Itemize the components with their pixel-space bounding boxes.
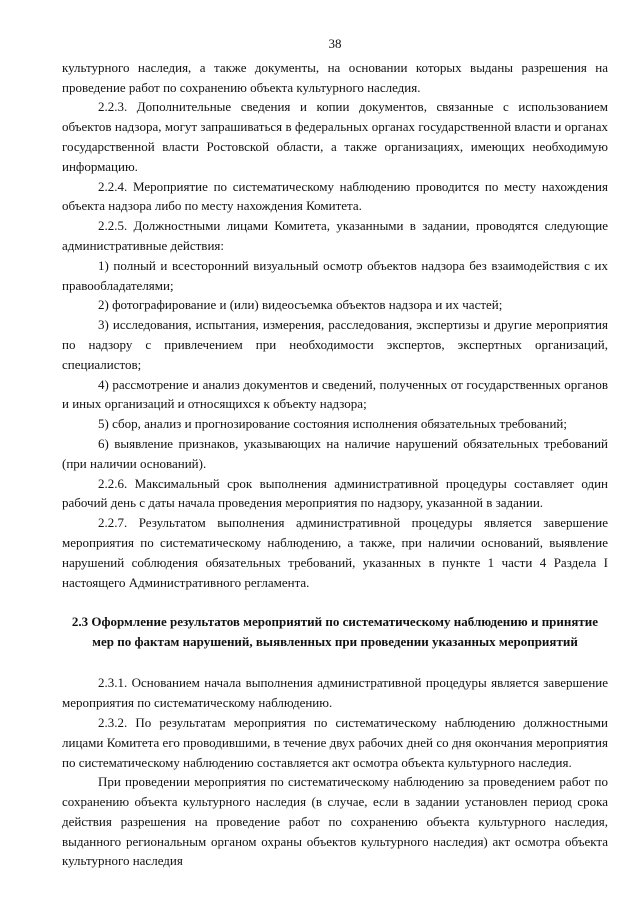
paragraph-2-2-5: 2.2.5. Должностными лицами Комитета, указанными в задании, проводятся следующие административные действия: xyxy=(62,218,608,253)
paragraph-inspection-act: При проведении мероприятия по систематическому наблюдению за проведением работ по сохранению объекта культурного наследия (в случае, если в задании установлен период срока действия разрешения на проведение работ по сохранению объекта культурного наследия, выданного региональным органом охраны объектов культурного наследия) акт осмотра объекта культурного наследия xyxy=(62,774,608,869)
page-number: 38 xyxy=(328,36,342,51)
list-item-5: 5) сбор, анализ и прогнозирование состояния исполнения обязательных требований; xyxy=(98,416,567,432)
paragraph-2-2-7: 2.2.7. Результатом выполнения административной процедуры является завершение мероприятия по систематическому наблюдению, а также, при наличии оснований, выявление нарушений соблюдения обязательных требований, указанных в пункте 1 части 4 Раздела I настоящего Административного регламента. xyxy=(62,515,608,590)
paragraph-continuation: культурного наследия, а также документы, на основании которых выданы разрешения на проведение работ по сохранению объекта культурного наследия. xyxy=(62,59,608,95)
paragraph-2-2-6: 2.2.6. Максимальный срок выполнения административной процедуры составляет один рабочий день с даты начала проведения мероприятия по надзору, указанной в задании. xyxy=(62,475,608,511)
document-page xyxy=(62,34,608,871)
list-item-1: 1) полный и всесторонний визуальный осмотр объектов надзора без взаимодействия с их правообладателями; xyxy=(62,257,608,293)
paragraph-2-3-2: 2.3.2. По результатам мероприятия по систематическому наблюдению должностными лицами Комитета его проводившими, в течение двух рабочих дней со дня окончания мероприятия по систематическому наблюдению составляется акт осмотра объекта культурного наследия. xyxy=(62,714,608,770)
paragraph-2-2-3: 2.2.3. Дополнительные сведения и копии документов, связанные с использованием объектов надзора, могут запрашиваться в федеральных органах государственной власти и органах государственной власти Ростовской области, а также организациях, имеющих необходимую информацию. xyxy=(62,99,608,174)
list-item-3: 3) исследования, испытания, измерения, расследования, экспертизы и другие мероприятия по надзору с привлечением при необходимости экспертов, экспертных организаций, специалистов; xyxy=(62,317,608,372)
list-item-2: 2) фотографирование и (или) видеосъемка объектов надзора и их частей; xyxy=(98,297,503,313)
paragraph-2-2-4: 2.2.4. Мероприятие по систематическому наблюдению проводится по месту нахождения объекта надзора либо по месту нахождения Комитета. xyxy=(62,178,608,214)
paragraph-2-3-1: 2.3.1. Основанием начала выполнения административной процедуры является завершение мероприятия по систематическому наблюдению. xyxy=(62,675,608,711)
list-item-6: 6) выявление признаков, указывающих на наличие нарушений обязательных требований (при наличии оснований). xyxy=(62,435,608,471)
list-item-4: 4) рассмотрение и анализ документов и сведений, полученных от государственных органов и иных организаций и относящихся к объекту надзора; xyxy=(62,376,608,412)
section-heading-2-3: 2.3 Оформление результатов мероприятий по систематическому наблюдению и принятие мер по фактам нарушений, выявленных при проведении указанных мероприятий xyxy=(71,614,599,649)
